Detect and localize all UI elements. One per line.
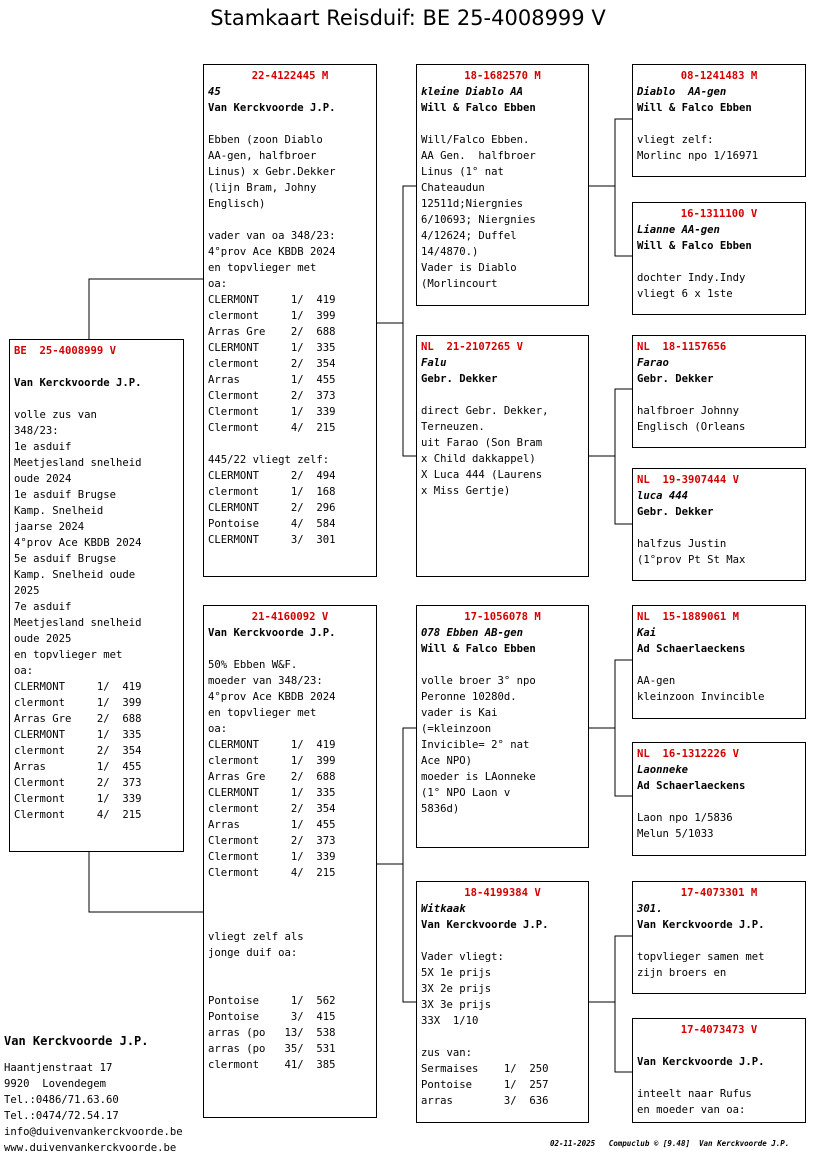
info-line: Arras Gre 2/ 688 (208, 326, 336, 338)
ring-number: 17-1056078 M (464, 611, 541, 623)
info-line: CLERMONT 1/ 419 (208, 294, 336, 306)
info-line: Clermont 4/ 215 (208, 422, 336, 434)
info-line: 4°prov Ace KBDB 2024 (14, 537, 142, 549)
info-line: x Miss Gertje) (421, 485, 511, 497)
info-line (208, 881, 372, 897)
info-line: inteelt naar Rufus (637, 1088, 752, 1100)
pigeon-name: 45 (208, 86, 221, 98)
info-line: 50% Ebben W&F. (208, 659, 298, 671)
info-line (208, 897, 372, 913)
info-line: (Morlincourt (421, 278, 498, 290)
address-line: Tel.:0486/71.63.60 (4, 1094, 119, 1106)
pigeon-name: luca 444 (637, 490, 689, 502)
info-line: 33X 1/10 (421, 1015, 479, 1027)
info-line: Meetjesland snelheid (14, 457, 142, 469)
info-line: x Child dakkappel) (421, 453, 536, 465)
info-line: Vader is Diablo (421, 262, 517, 274)
info-line: Kamp. Snelheid oude (14, 569, 136, 581)
info-line: Meetjesland snelheid (14, 617, 142, 629)
info-line: 12511d;Niergnies (421, 198, 524, 210)
info-line: oa: (208, 723, 228, 735)
info-line: en moeder van oa: (637, 1104, 746, 1116)
pigeon-card-ggp-8 (632, 1018, 806, 1123)
owner-name: Will & Falco Ebben (421, 102, 536, 114)
ring-number: NL 19-3907444 V (637, 474, 740, 486)
info-line (637, 387, 801, 403)
info-line: moeder van 348/23: (208, 675, 323, 687)
pigeon-name: Laonneke (637, 764, 689, 776)
info-line (421, 116, 584, 132)
info-line: CLERMONT 1/ 419 (14, 681, 142, 693)
info-line: clermont 41/ 385 (208, 1059, 336, 1071)
pigeon-card-ggp-2 (632, 202, 806, 315)
info-line: Ace NPO) (421, 755, 473, 767)
info-line: halfzus Justin (637, 538, 727, 550)
pigeon-card-father (203, 64, 377, 577)
info-line: Clermont 1/ 339 (14, 793, 142, 805)
pigeon-name: 078 Ebben AB-gen (421, 627, 524, 639)
info-line: CLERMONT 2/ 494 (208, 470, 336, 482)
info-line: Terneuzen. (421, 421, 485, 433)
footer-address (4, 1060, 183, 1156)
info-line (208, 913, 372, 929)
info-line: zus van: (421, 1047, 473, 1059)
owner-name: Van Kerckvoorde J.P. (637, 919, 765, 931)
info-line (637, 1070, 801, 1086)
pigeon-name: kleine Diablo AA (421, 86, 524, 98)
info-line: Clermont 4/ 215 (14, 809, 142, 821)
info-line (637, 657, 801, 673)
info-line: Chateaudun (421, 182, 485, 194)
ring-number: NL 16-1312226 V (637, 748, 740, 760)
info-line: Clermont 2/ 373 (208, 390, 336, 402)
info-line: 14/4870.) (421, 246, 479, 258)
pigeon-card-ggp-5 (632, 605, 806, 719)
owner-name: Gebr. Dekker (421, 373, 498, 385)
info-line: Pontoise 1/ 562 (208, 995, 336, 1007)
info-line: vader van oa 348/23: (208, 230, 336, 242)
info-line (637, 933, 801, 949)
owner-name: Van Kerckvoorde J.P. (208, 627, 336, 639)
info-line: Linus (1° nat (421, 166, 504, 178)
info-line: 5e asduif Brugse (14, 553, 117, 565)
info-line: Pontoise 4/ 584 (208, 518, 336, 530)
info-line: AA-gen (637, 675, 676, 687)
info-line: 4°prov Ace KBDB 2024 (208, 246, 336, 258)
info-line: Englisch) (208, 198, 266, 210)
info-line: (lijn Bram, Johny (208, 182, 317, 194)
info-line: en topvlieger met (208, 262, 317, 274)
owner-name: Ad Schaerlaeckens (637, 643, 746, 655)
info-line: Arras Gre 2/ 688 (208, 771, 336, 783)
owner-name: Van Kerckvoorde J.P. (421, 919, 549, 931)
info-line (421, 1029, 584, 1045)
pigeon-name: Farao (637, 357, 669, 369)
info-line: 445/22 vliegt zelf: (208, 454, 330, 466)
info-line: clermont 2/ 354 (208, 803, 336, 815)
address-line: Tel.:0474/72.54.17 (4, 1110, 119, 1122)
info-line (208, 436, 372, 452)
footer-credit: 02-11-2025 Compuclub © [9.48] Van Kerckvoorde J.P. (550, 1139, 790, 1148)
owner-name: Van Kerckvoorde J.P. (14, 377, 142, 389)
info-line: Melun 5/1033 (637, 828, 714, 840)
pigeon-name: Kai (637, 627, 657, 639)
info-line: vliegt zelf als (208, 931, 304, 943)
info-line: Sermaises 1/ 250 (421, 1063, 549, 1075)
owner-name: Gebr. Dekker (637, 373, 714, 385)
info-line (208, 961, 372, 977)
info-line: 1e asduif Brugse (14, 489, 117, 501)
pigeon-name: 301. (637, 903, 663, 915)
info-line: dochter Indy.Indy (637, 272, 746, 284)
info-line (637, 794, 801, 810)
page-title: Stamkaart Reisduif: BE 25-4008999 V (210, 6, 606, 30)
info-line: Arras 1/ 455 (208, 819, 336, 831)
pigeon-card-maternal-grandfather (416, 605, 589, 848)
owner-name: Van Kerckvoorde J.P. (208, 102, 336, 114)
info-line: Arras 1/ 455 (208, 374, 336, 386)
info-line: volle zus van (14, 409, 97, 421)
info-line: vliegt 6 x 1ste (637, 288, 733, 300)
info-line: volle broer 3° npo (421, 675, 536, 687)
ring-number: 17-4073301 M (680, 887, 758, 899)
info-line (14, 391, 179, 407)
info-line: 4/12624; Duffel (421, 230, 517, 242)
info-line: 5X 1e prijs (421, 967, 492, 979)
info-line: Clermont 4/ 215 (208, 867, 336, 879)
info-line: vliegt zelf: (637, 134, 714, 146)
info-line: Peronne 10280d. (421, 691, 517, 703)
info-line: 6/10693; Niergnies (421, 214, 536, 226)
pigeon-name: Diablo AA-gen (637, 86, 727, 98)
info-line: AA-gen, halfbroer (208, 150, 317, 162)
pigeon-name: Lianne AA-gen (637, 224, 720, 236)
pigeon-card-ggp-3 (632, 335, 806, 448)
pigeon-card-paternal-grandfather (416, 64, 589, 306)
info-line: Arras Gre 2/ 688 (14, 713, 142, 725)
info-line: Arras 1/ 455 (14, 761, 142, 773)
info-line: CLERMONT 3/ 301 (208, 534, 336, 546)
info-line (637, 1038, 801, 1054)
ring-number: NL 15-1889061 M (637, 611, 740, 623)
pigeon-card-paternal-grandmother (416, 335, 589, 577)
info-line: 3X 3e prijs (421, 999, 492, 1011)
info-line: oa: (208, 278, 228, 290)
info-line: en topvlieger met (208, 707, 317, 719)
ring-number: NL 21-2107265 V (421, 341, 524, 353)
info-line: en topvlieger met (14, 649, 123, 661)
ring-number: 18-1682570 M (464, 70, 541, 82)
info-line: (1° NPO Laon v (421, 787, 511, 799)
pigeon-card-subject (9, 339, 184, 852)
address-line: info@duivenvankerckvoorde.be (4, 1126, 183, 1138)
info-line: Morlinc npo 1/16971 (637, 150, 759, 162)
ring-number: 08-1241483 M (680, 70, 758, 82)
info-line: clermont 2/ 354 (208, 358, 336, 370)
info-line: halfbroer Johnny (637, 405, 740, 417)
info-line: clermont 2/ 354 (14, 745, 142, 757)
info-line (421, 657, 584, 673)
info-line: vader is Kai (421, 707, 498, 719)
info-line (421, 387, 584, 403)
pigeon-card-maternal-grandmother (416, 881, 589, 1123)
info-line: arras 3/ 636 (421, 1095, 549, 1107)
info-line: CLERMONT 1/ 335 (208, 342, 336, 354)
info-line: (=kleinzoon (421, 723, 492, 735)
info-line (208, 116, 372, 132)
info-line: Vader vliegt: (421, 951, 504, 963)
ring-number: 22-4122445 M (251, 70, 329, 82)
info-line (14, 359, 179, 375)
info-line: 2025 (14, 585, 40, 597)
info-line: zijn broers en (637, 967, 727, 979)
info-line: clermont 1/ 399 (208, 310, 336, 322)
pigeon-name: Falu (421, 357, 447, 369)
info-line: oude 2025 (14, 633, 72, 645)
info-line (208, 212, 372, 228)
info-line (637, 254, 801, 270)
ring-number: 21-4160092 V (251, 611, 329, 623)
address-line: www.duivenvankerckvoorde.be (4, 1142, 177, 1154)
info-line: 4°prov Ace KBDB 2024 (208, 691, 336, 703)
info-line: clermont 1/ 399 (208, 755, 336, 767)
ring-number: BE 25-4008999 V (14, 345, 117, 357)
info-line: Englisch (Orleans (637, 421, 746, 433)
ring-number: 17-4073473 V (680, 1024, 758, 1036)
info-line: clermont 1/ 399 (14, 697, 142, 709)
ring-number: NL 18-1157656 (637, 341, 727, 353)
ring-number: 16-1311100 V (680, 208, 758, 220)
info-line: clermont 1/ 168 (208, 486, 336, 498)
info-line: Pontoise 3/ 415 (208, 1011, 336, 1023)
info-line: uit Farao (Son Bram (421, 437, 543, 449)
info-line: arras (po 35/ 531 (208, 1043, 336, 1055)
owner-name: Will & Falco Ebben (637, 102, 752, 114)
info-line: Kamp. Snelheid (14, 505, 104, 517)
info-line: Clermont 2/ 373 (14, 777, 142, 789)
info-line: (1°prov Pt St Max (637, 554, 746, 566)
info-line: Ebben (zoon Diablo (208, 134, 323, 146)
info-line (208, 977, 372, 993)
info-line: oude 2024 (14, 473, 72, 485)
info-line: oa: (14, 665, 34, 677)
info-line: Clermont 1/ 339 (208, 406, 336, 418)
info-line: Clermont 1/ 339 (208, 851, 336, 863)
info-line: jaarse 2024 (14, 521, 85, 533)
info-line: Will/Falco Ebben. (421, 134, 530, 146)
info-line: 5836d) (421, 803, 460, 815)
pigeon-card-ggp-1 (632, 64, 806, 177)
info-line: CLERMONT 1/ 419 (208, 739, 336, 751)
info-line: arras (po 13/ 538 (208, 1027, 336, 1039)
info-line: jonge duif oa: (208, 947, 298, 959)
info-line: Linus) x Gebr.Dekker (208, 166, 336, 178)
info-line: kleinzoon Invincible (637, 691, 765, 703)
info-line: moeder is LAonneke (421, 771, 536, 783)
pigeon-card-ggp-6 (632, 742, 806, 856)
info-line: CLERMONT 1/ 335 (208, 787, 336, 799)
pigeon-card-ggp-7 (632, 881, 806, 994)
info-line: Clermont 2/ 373 (208, 835, 336, 847)
info-line (421, 933, 584, 949)
address-line: Haantjenstraat 17 (4, 1062, 113, 1074)
pigeon-card-ggp-4 (632, 468, 806, 581)
info-line: Pontoise 1/ 257 (421, 1079, 549, 1091)
info-line: topvlieger samen met (637, 951, 765, 963)
info-line: Invicible= 2° nat (421, 739, 530, 751)
info-line: 7e asduif (14, 601, 72, 613)
info-line (637, 520, 801, 536)
owner-name: Will & Falco Ebben (421, 643, 536, 655)
info-line: 348/23: (14, 425, 59, 437)
ring-number: 18-4199384 V (464, 887, 541, 899)
info-line: 1e asduif (14, 441, 72, 453)
info-line: AA Gen. halfbroer (421, 150, 536, 162)
info-line: CLERMONT 1/ 335 (14, 729, 142, 741)
owner-name: Van Kerckvoorde J.P. (637, 1056, 765, 1068)
info-line: 3X 2e prijs (421, 983, 492, 995)
address-line: 9920 Lovendegem (4, 1078, 107, 1090)
info-line (208, 641, 372, 657)
info-line: CLERMONT 2/ 296 (208, 502, 336, 514)
owner-name: Ad Schaerlaeckens (637, 780, 746, 792)
info-line: Laon npo 1/5836 (637, 812, 733, 824)
pigeon-card-mother (203, 605, 377, 1118)
footer-owner-name: Van Kerckvoorde J.P. (4, 1034, 149, 1048)
owner-name: Will & Falco Ebben (637, 240, 752, 252)
info-line (637, 116, 801, 132)
pigeon-name: Witkaak (421, 903, 466, 915)
owner-name: Gebr. Dekker (637, 506, 714, 518)
info-line: X Luca 444 (Laurens (421, 469, 543, 481)
info-line: direct Gebr. Dekker, (421, 405, 549, 417)
